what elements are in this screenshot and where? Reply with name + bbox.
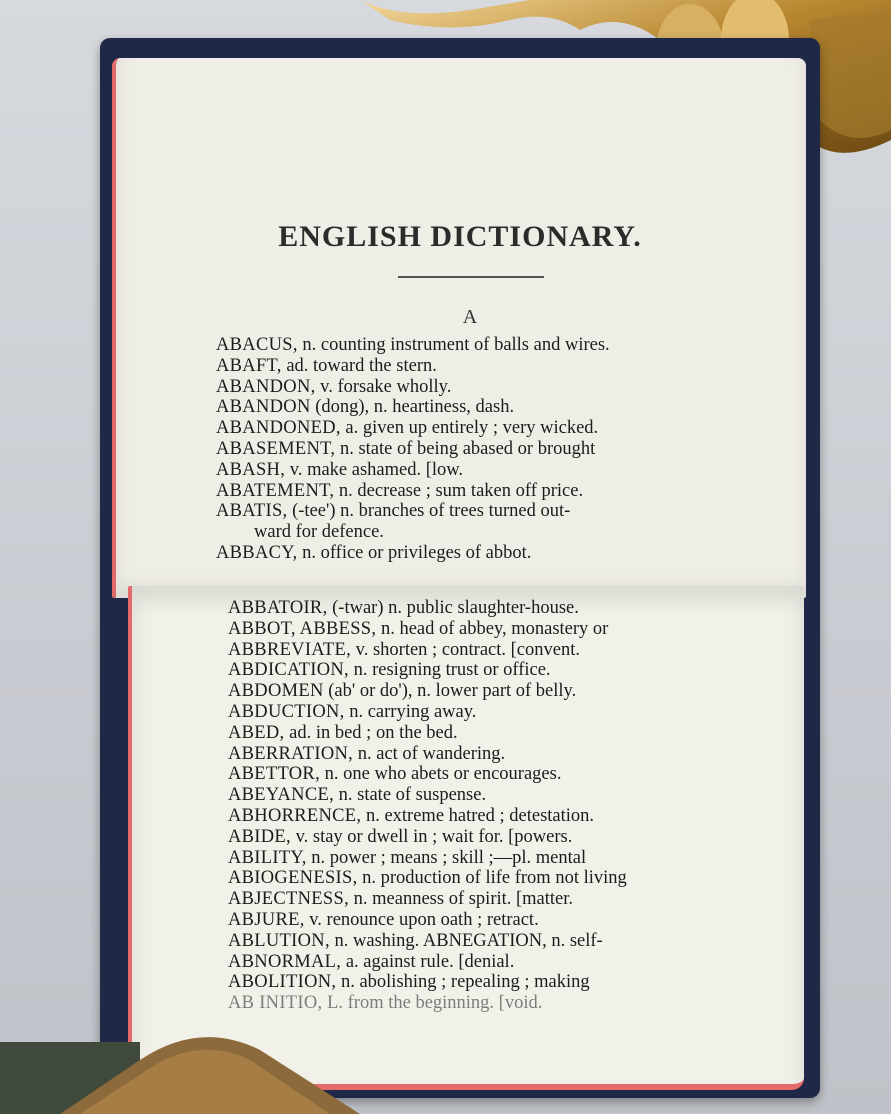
dictionary-entry: ABDOMEN (ab' or do'), n. lower part of belly.	[228, 681, 577, 702]
dictionary-entry: ABATEMENT, n. decrease ; sum taken off price.	[216, 480, 584, 501]
dictionary-entry: ABEYANCE, n. state of suspense.	[228, 785, 487, 806]
dictionary-entry: ABANDONED, a. given up entirely ; very wicked.	[216, 418, 599, 439]
dictionary-entry: ABBATOIR, (-twar) n. public slaughter-house.	[228, 598, 579, 618]
dictionary-entry: ABIDE, v. stay or dwell in ; wait for. [powers.	[228, 826, 573, 847]
dictionary-entry: ABATIS, (-tee') n. branches of trees turned out-	[216, 501, 571, 522]
dictionary-entry: ABANDON, v. forsake wholly.	[216, 376, 452, 397]
title-rule	[398, 276, 544, 278]
dictionary-entry: ABDICATION, n. resigning trust or office.	[228, 660, 551, 681]
metal-tin	[0, 1020, 360, 1114]
page-title: ENGLISH DICTIONARY.	[278, 220, 642, 253]
miniature-dictionary	[100, 38, 820, 1100]
dictionary-entry: ABJURE, v. renounce upon oath ; retract.	[228, 909, 539, 930]
dictionary-entry: ABAFT, ad. toward the stern.	[216, 355, 437, 376]
dictionary-entry: ABERRATION, n. act of wandering.	[228, 743, 506, 764]
dictionary-entry: ABETTOR, n. one who abets or encourages.	[228, 764, 562, 785]
lower-entry-list	[228, 598, 748, 1014]
dictionary-entry: ABNORMAL, a. against rule. [denial.	[228, 951, 515, 972]
dictionary-entry: ABASEMENT, n. state of being abased or brought	[216, 438, 596, 459]
dictionary-entry: ABASH, v. make ashamed. [low.	[216, 459, 464, 480]
dictionary-entry: AB INITIO, L. from the beginning. [void.	[228, 993, 543, 1014]
dictionary-entry: ABIOGENESIS, n. production of life from not living	[228, 868, 627, 889]
dictionary-entry: ABILITY, n. power ; means ; skill ;—pl. mental	[228, 847, 587, 868]
dictionary-entry-continuation: ward for defence.	[254, 522, 384, 543]
dictionary-entry: ABANDON (dong), n. heartiness, dash.	[216, 397, 515, 418]
dictionary-entry: ABJECTNESS, n. meanness of spirit. [matter.	[228, 889, 574, 910]
dictionary-entry: ABLUTION, n. washing. ABNEGATION, n. self-	[228, 930, 603, 951]
dictionary-entry: ABBOT, ABBESS, n. head of abbey, monastery or	[228, 618, 609, 639]
dictionary-entry: ABACUS, n. counting instrument of balls and wires.	[216, 335, 610, 355]
dictionary-entry: ABBREVIATE, v. shorten ; contract. [convent.	[228, 639, 580, 660]
dictionary-entry: ABDUCTION, n. carrying away.	[228, 701, 477, 722]
dictionary-entry: ABOLITION, n. abolishing ; repealing ; making	[228, 972, 590, 993]
dictionary-entry: ABED, ad. in bed ; on the bed.	[228, 722, 458, 743]
dictionary-entry: ABHORRENCE, n. extreme hatred ; detestation.	[228, 805, 595, 826]
dictionary-entry: ABBACY, n. office or privileges of abbot.	[216, 542, 532, 563]
section-letter: A	[462, 306, 478, 328]
upper-entry-list	[216, 335, 736, 564]
